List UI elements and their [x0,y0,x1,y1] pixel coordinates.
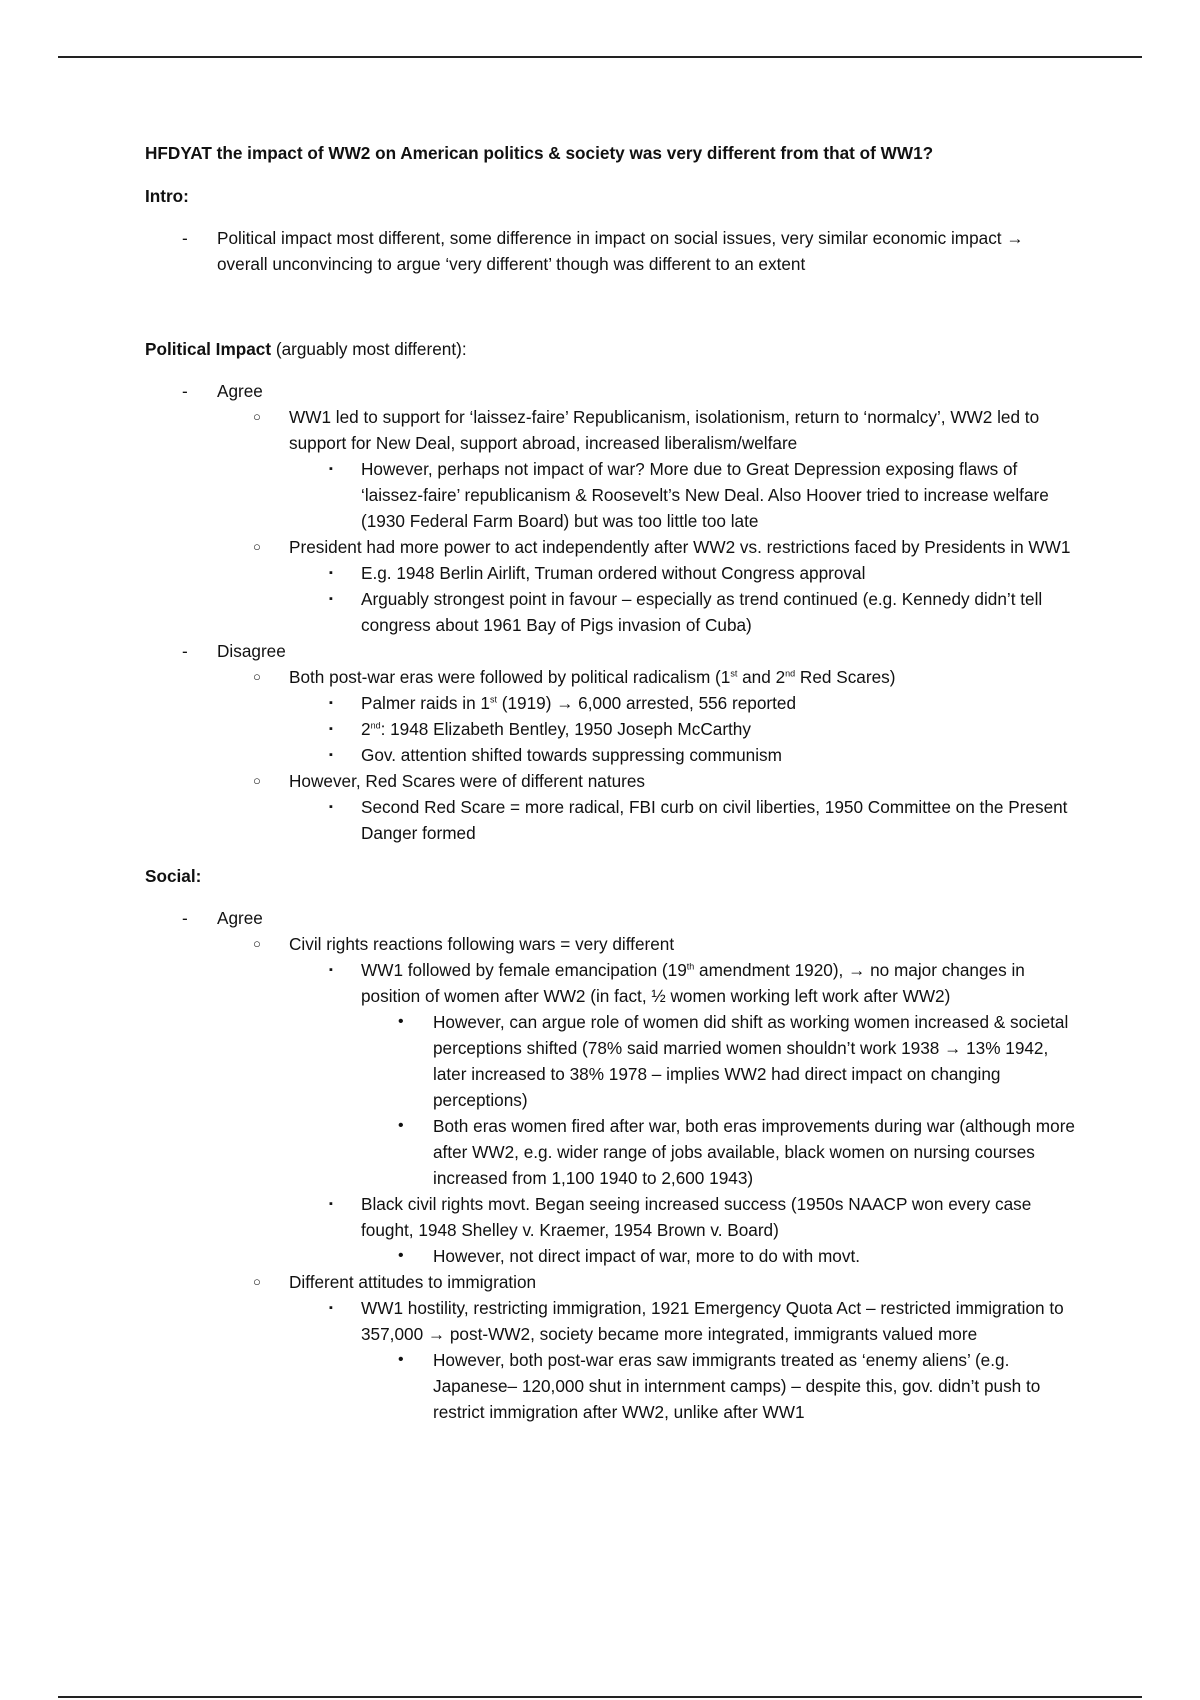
list-item [145,1243,1075,1269]
superscript: st [489,694,497,705]
list-item [145,794,1075,846]
list-item-text: However, both post-war eras saw immigrants treated as ‘enemy aliens’ (e.g. Japanese– 120,000 shut in internment camps) – despite this, gov. didn’t push to restrict immigration after WW2, unlike after WW1 [433,1350,1041,1422]
list-item-text: President had more power to act independently after WW2 vs. restrictions faced by Presidents in WW1 [289,537,1071,557]
political-heading-rest: (arguably most different): [271,339,467,359]
list-item-text: Different attitudes to immigration [289,1272,537,1292]
list-item-text: Black civil rights movt. Began seeing increased success (1950s NAACP won every case fought, 1948 Shelley v. Kraemer, 1954 Brown v. Board) [361,1194,1032,1240]
list-item [145,1295,1075,1347]
social-heading [145,863,1075,889]
text-part: WW1 followed by female emancipation (19 [361,960,687,980]
square-bullet-icon: ▪ [329,1198,333,1210]
text-part: : 1948 Elizabeth Bentley, 1950 Joseph McCarthy [380,719,751,739]
text-part: and 2 [737,667,786,687]
square-bullet-icon: ▪ [329,567,333,579]
circle-bullet-icon: ○ [253,1274,261,1289]
footer-rule [58,1696,1142,1698]
superscript: nd [785,668,796,679]
dash-bullet-icon: - [182,641,188,661]
list-item [145,690,1075,716]
list-item [145,404,1075,456]
list-item [145,664,1075,690]
list-item [145,1347,1075,1425]
square-bullet-icon: ▪ [329,1302,333,1314]
list-item [145,456,1075,534]
intro-bullet [145,225,1075,277]
list-item [145,1009,1075,1113]
dot-bullet-icon: • [398,1247,404,1264]
circle-bullet-icon: ○ [253,409,261,424]
text-part: Palmer raids in 1 [361,693,490,713]
intro-heading-text: Intro: [145,186,189,206]
list-item-text [361,960,1025,1006]
political-heading [145,336,1075,362]
dot-bullet-icon: • [398,1117,404,1134]
list-item [145,931,1075,957]
text-part: amendment 1920), → no major changes in position of women after WW2 (in fact, ½ women working left work after WW2) [361,960,1025,1006]
list-item [145,768,1075,794]
list-item-text: E.g. 1948 Berlin Airlift, Truman ordered without Congress approval [361,563,866,583]
circle-bullet-icon: ○ [253,669,261,684]
circle-bullet-icon: ○ [253,539,261,554]
list-item [145,1269,1075,1295]
dash-bullet-icon: - [182,908,188,928]
political-disagree-label [145,638,1075,664]
list-item-text [361,719,751,739]
list-item [145,716,1075,742]
square-bullet-icon: ▪ [329,801,333,813]
list-item-text: Civil rights reactions following wars = very different [289,934,675,954]
list-item [145,534,1075,560]
dot-bullet-icon: • [398,1351,404,1368]
circle-bullet-icon: ○ [253,773,261,788]
text-part: (1919) → 6,000 arrested, 556 reported [496,693,797,713]
list-item-text: Both eras women fired after war, both eras improvements during war (although more after WW2, e.g. wider range of jobs available, black women on nursing courses increased from 1,100 1940 to 2,600 1943) [433,1116,1075,1188]
square-bullet-icon: ▪ [329,593,333,605]
square-bullet-icon: ▪ [329,749,333,761]
list-item-text: Agree [217,908,263,928]
superscript: st [730,668,738,679]
list-item-text: Gov. attention shifted towards suppressing communism [361,745,782,765]
list-item-text: WW1 led to support for ‘laissez-faire’ Republicanism, isolationism, return to ‘normalcy’, WW2 led to support for New Deal, support abroad, increased liberalism/welfare [289,407,1040,453]
dash-bullet-icon: - [182,228,188,248]
dash-bullet-icon: - [182,381,188,401]
header-rule [58,56,1142,58]
list-item [145,560,1075,586]
intro-text: Political impact most different, some difference in impact on social issues, very similar economic impact → overall unconvincing to argue ‘very different’ though was different to an extent [217,228,1024,274]
square-bullet-icon: ▪ [329,723,333,735]
superscript: th [686,961,695,972]
list-item-text: Arguably strongest point in favour – especially as trend continued (e.g. Kennedy didn’t tell congress about 1961 Bay of Pigs invasion of Cuba) [361,589,1043,635]
social-agree-label [145,905,1075,931]
text-part: Red Scares) [795,667,896,687]
social-heading-text: Social: [145,866,202,886]
list-item [145,586,1075,638]
circle-bullet-icon: ○ [253,936,261,951]
text-part: Both post-war eras were followed by political radicalism (1 [289,667,731,687]
list-item [145,1191,1075,1243]
list-item [145,957,1075,1009]
list-item-text [289,667,895,687]
list-item-text: However, not direct impact of war, more to do with movt. [433,1246,860,1266]
text-part: 2 [361,719,371,739]
intro-heading [145,183,1075,209]
list-item-text: WW1 hostility, restricting immigration, 1921 Emergency Quota Act – restricted immigration to 357,000 → post-WW2, society became more integrated, immigrants valued more [361,1298,1064,1344]
superscript: nd [370,720,381,731]
document-body [145,140,1075,1425]
list-item-text: Disagree [217,641,286,661]
political-agree-label [145,378,1075,404]
square-bullet-icon: ▪ [329,964,333,976]
square-bullet-icon: ▪ [329,697,333,709]
political-heading-bold: Political Impact [145,339,272,359]
list-item [145,742,1075,768]
list-item-text: Second Red Scare = more radical, FBI curb on civil liberties, 1950 Committee on the Present Danger formed [361,797,1068,843]
list-item-text: However, perhaps not impact of war? More due to Great Depression exposing flaws of ‘laissez-faire’ republicanism & Roosevelt’s New Deal. Also Hoover tried to increase welfare (1930 Federal Farm Board) but was too little too late [361,459,1049,531]
square-bullet-icon: ▪ [329,463,333,475]
dot-bullet-icon: • [398,1013,404,1030]
list-item-text: However, Red Scares were of different natures [289,771,646,791]
list-item-text [361,693,796,713]
list-item [145,1113,1075,1191]
list-item-text: However, can argue role of women did shift as working women increased & societal perceptions shifted (78% said married women shouldn’t work 1938 → 13% 1942, later increased to 38% 1978 – implies WW2 had direct impact on changing perceptions) [433,1012,1069,1110]
essay-question: HFDYAT the impact of WW2 on American politics & society was very different from that of WW1? [145,143,934,163]
list-item-text: Agree [217,381,263,401]
